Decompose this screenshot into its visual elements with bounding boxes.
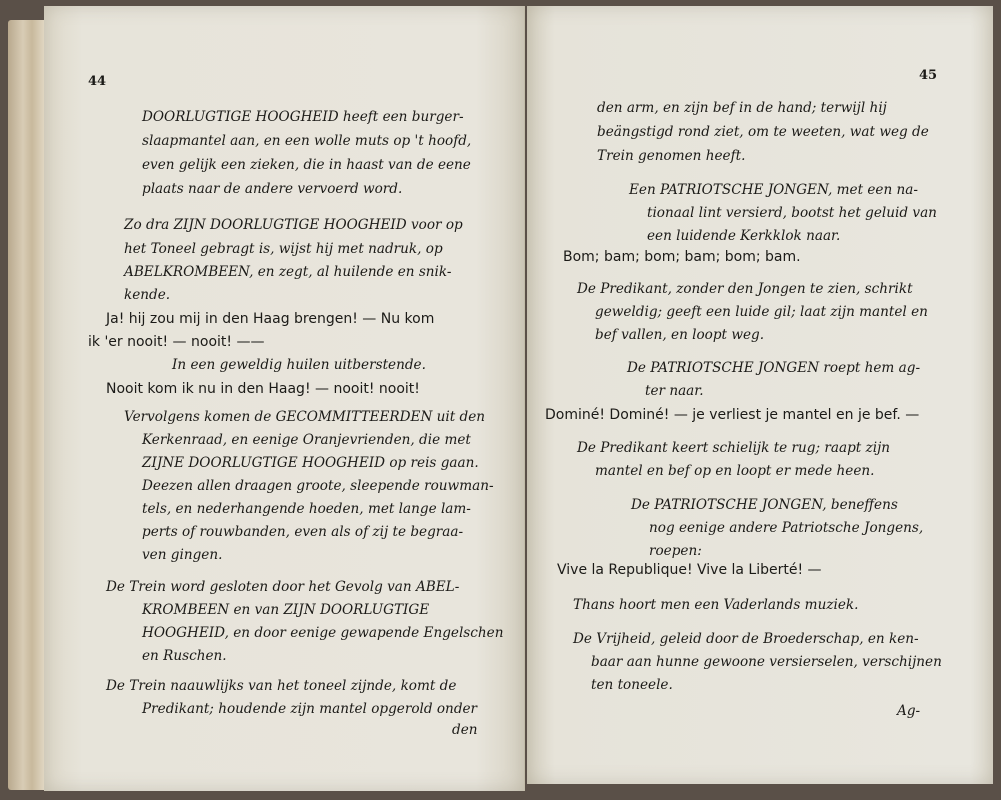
text-line: het Toneel gebragt is, wijst hij met nadruk, op: [124, 241, 443, 257]
text-line: geweldig; geeft een luide gil; laat zijn mantel en: [595, 304, 928, 320]
text-line: HOOGHEID, en door eenige gewapende Engelschen: [142, 625, 504, 641]
text-line: een luidende Kerkklok naar.: [647, 228, 841, 244]
stage-direction: Thans hoort men een Vaderlands muziek.: [573, 597, 859, 613]
speech-line: Ja! hij zou mij in den Haag brengen! — Nu kom: [106, 311, 435, 327]
speech-line: Dominé! Dominé! — je verliest je mantel en je bef. —: [545, 407, 920, 423]
text-line: Zo dra ZIJN DOORLUGTIGE HOOGHEID voor op: [124, 217, 463, 233]
text-line: Predikant; houdende zijn mantel opgerold onder: [142, 701, 478, 717]
text-line: baar aan hunne gewoone versierselen, verschijnen: [591, 654, 942, 670]
speech-line: Nooit kom ik nu in den Haag! — nooit! nooit!: [106, 381, 420, 397]
speech-line: Bom; bam; bom; bam; bom; bam.: [563, 249, 801, 265]
text-line: De Predikant keert schielijk te rug; raapt zijn: [577, 440, 891, 456]
text-line: Deezen allen draagen groote, sleepende rouwman-: [142, 478, 494, 494]
left-page: [44, 6, 525, 791]
text-line: De PATRIOTSCHE JONGEN, beneffens: [631, 497, 898, 513]
text-line: Trein genomen heeft.: [597, 148, 746, 164]
text-line: roepen:: [649, 543, 702, 559]
catchword: den: [452, 722, 478, 738]
text-line: ZIJNE DOORLUGTIGE HOOGHEID op reis gaan.: [142, 455, 479, 471]
catchword: Ag-: [897, 703, 921, 719]
text-line: den arm, en zijn bef in de hand; terwijl hij: [597, 100, 887, 116]
text-line: en Ruschen.: [142, 648, 227, 664]
text-line: beängstigd rond ziet, om te weeten, wat weg de: [597, 124, 929, 140]
text-line: Vervolgens komen de GECOMMITTEERDEN uit den: [124, 409, 486, 425]
text-line: tels, en nederhangende hoeden, met lange lam-: [142, 501, 471, 517]
text-line: kende.: [124, 287, 171, 303]
text-line: perts of rouwbanden, even als of zij te begraa-: [142, 524, 464, 540]
text-line: slaapmantel aan, en een wolle muts op 't hoofd,: [142, 133, 472, 149]
text-line: DOORLUGTIGE HOOGHEID heeft een burger-: [142, 109, 464, 125]
text-line: Kerkenraad, en eenige Oranjevrienden, die met: [142, 432, 471, 448]
text-line: De Trein naauwlijks van het toneel zijnde, komt de: [106, 678, 457, 694]
text-line: even gelijk een zieken, die in haast van de eene: [142, 157, 471, 173]
text-line: bef vallen, en loopt weg.: [595, 327, 765, 343]
text-line: De PATRIOTSCHE JONGEN roept hem ag-: [627, 360, 921, 376]
text-line: KROMBEEN en van ZIJN DOORLUGTIGE: [142, 602, 430, 618]
text-line: De Vrijheid, geleid door de Broederschap, en ken-: [573, 631, 919, 647]
text-line: ABELKROMBEEN, en zegt, al huilende en snik-: [124, 264, 452, 280]
page-number: 44: [88, 74, 107, 89]
text-line: tionaal lint versierd, bootst het geluid van: [647, 205, 937, 221]
right-page: [527, 6, 993, 784]
text-line: ven gingen.: [142, 547, 223, 563]
text-line: ter naar.: [645, 383, 704, 399]
text-line: nog eenige andere Patriotsche Jongens,: [649, 520, 924, 536]
text-line: Een PATRIOTSCHE JONGEN, met een na-: [629, 182, 918, 198]
speech-line: ik 'er nooit! — nooit! ——: [88, 334, 265, 350]
text-line: ten toneele.: [591, 677, 673, 693]
page-number: 45: [919, 68, 938, 83]
text-line: De Predikant, zonder den Jongen te zien, schrikt: [577, 281, 913, 297]
text-line: plaats naar de andere vervoerd word.: [142, 181, 403, 197]
stage-direction: In een geweldig huilen uitberstende.: [172, 357, 426, 373]
text-line: mantel en bef op en loopt er mede heen.: [595, 463, 875, 479]
text-line: De Trein word gesloten door het Gevolg van ABEL-: [106, 579, 460, 595]
speech-line: Vive la Republique! Vive la Liberté! —: [557, 562, 822, 578]
